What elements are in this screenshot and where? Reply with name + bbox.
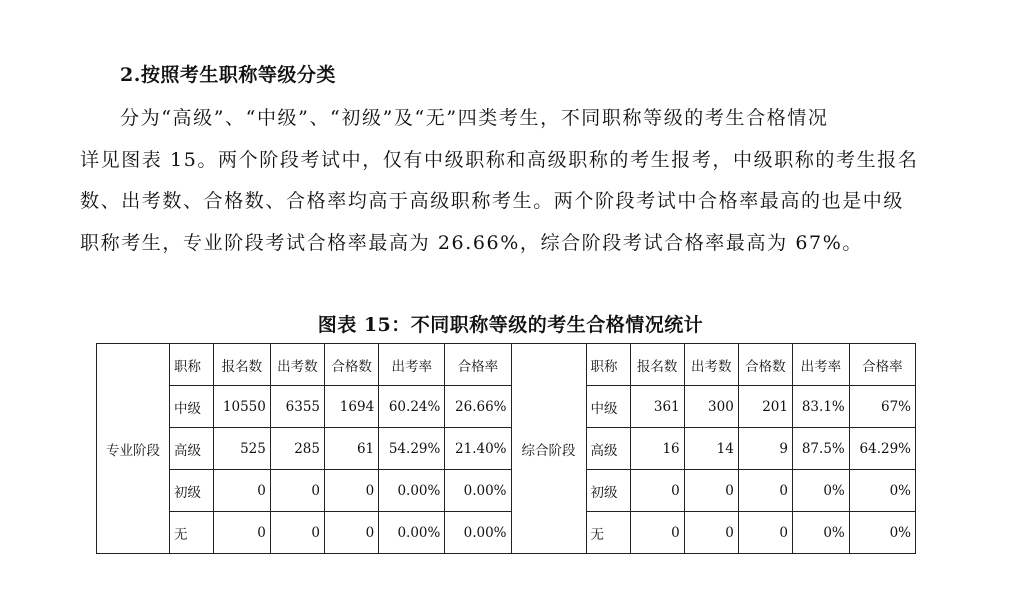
value-cell: 0 <box>684 512 738 554</box>
value-cell: 0% <box>849 512 915 554</box>
value-cell: 21.40% <box>445 428 511 470</box>
value-cell: 26.66% <box>445 386 511 428</box>
value-cell: 0 <box>630 470 684 512</box>
header-cell: 出考数 <box>270 344 324 386</box>
title-cell: 初级 <box>586 470 630 512</box>
header-cell: 合格率 <box>849 344 915 386</box>
value-cell: 300 <box>684 386 738 428</box>
header-cell: 出考数 <box>684 344 738 386</box>
value-cell: 285 <box>270 428 324 470</box>
value-cell: 1694 <box>325 386 379 428</box>
header-cell: 报名数 <box>630 344 684 386</box>
value-cell: 0 <box>214 470 271 512</box>
stats-table <box>96 343 916 554</box>
table-row <box>97 386 916 428</box>
value-cell: 0 <box>325 470 379 512</box>
table-row <box>97 470 916 512</box>
header-cell: 出考率 <box>379 344 445 386</box>
header-cell: 报名数 <box>214 344 271 386</box>
value-cell: 67% <box>849 386 915 428</box>
table-row <box>97 512 916 554</box>
value-cell: 0 <box>270 470 324 512</box>
value-cell: 361 <box>630 386 684 428</box>
value-cell: 0% <box>849 470 915 512</box>
value-cell: 10550 <box>214 386 271 428</box>
value-cell: 0 <box>214 512 271 554</box>
value-cell: 64.29% <box>849 428 915 470</box>
table-row <box>97 428 916 470</box>
value-cell: 201 <box>738 386 792 428</box>
paragraph-line: 分为“高级”、“中级”、“初级”及“无”四类考生，不同职称等级的考生合格情况 <box>120 107 829 129</box>
header-cell: 职称 <box>586 344 630 386</box>
value-cell: 0 <box>325 512 379 554</box>
title-cell: 初级 <box>170 470 214 512</box>
value-cell: 6355 <box>270 386 324 428</box>
title-cell: 高级 <box>170 428 214 470</box>
header-cell: 合格率 <box>445 344 511 386</box>
stage-label-comprehensive: 综合阶段 <box>511 344 586 554</box>
section-heading: 2.按照考生职称等级分类 <box>120 64 336 86</box>
value-cell: 0 <box>738 470 792 512</box>
value-cell: 87.5% <box>792 428 849 470</box>
value-cell: 0 <box>738 512 792 554</box>
title-cell: 高级 <box>586 428 630 470</box>
title-cell: 中级 <box>170 386 214 428</box>
value-cell: 0.00% <box>379 470 445 512</box>
value-cell: 14 <box>684 428 738 470</box>
value-cell: 61 <box>325 428 379 470</box>
paragraph-line: 职称考生，专业阶段考试合格率最高为 26.66%，综合阶段考试合格率最高为 67%。 <box>80 231 863 254</box>
value-cell: 54.29% <box>379 428 445 470</box>
value-cell: 0.00% <box>379 512 445 554</box>
stage-label-professional: 专业阶段 <box>97 344 170 554</box>
value-cell: 16 <box>630 428 684 470</box>
header-cell: 职称 <box>170 344 214 386</box>
value-cell: 0 <box>684 470 738 512</box>
value-cell: 83.1% <box>792 386 849 428</box>
value-cell: 0.00% <box>445 512 511 554</box>
header-cell: 合格数 <box>325 344 379 386</box>
value-cell: 0.00% <box>445 470 511 512</box>
paragraph-line: 详见图表 15。两个阶段考试中，仅有中级职称和高级职称的考生报考，中级职称的考生报名 <box>80 148 919 171</box>
header-cell: 出考率 <box>792 344 849 386</box>
value-cell: 0% <box>792 512 849 554</box>
title-cell: 无 <box>170 512 214 554</box>
value-cell: 0 <box>270 512 324 554</box>
paragraph-line: 数、出考数、合格数、合格率均高于高级职称考生。两个阶段考试中合格率最高的也是中级 <box>80 190 905 212</box>
body-paragraph <box>80 98 940 264</box>
header-cell: 合格数 <box>738 344 792 386</box>
table-caption: 图表 15：不同职称等级的考生合格情况统计 <box>317 314 704 336</box>
title-cell: 无 <box>586 512 630 554</box>
value-cell: 525 <box>214 428 271 470</box>
value-cell: 0 <box>630 512 684 554</box>
value-cell: 9 <box>738 428 792 470</box>
table-header-row <box>97 344 916 386</box>
value-cell: 0% <box>792 470 849 512</box>
value-cell: 60.24% <box>379 386 445 428</box>
title-cell: 中级 <box>586 386 630 428</box>
